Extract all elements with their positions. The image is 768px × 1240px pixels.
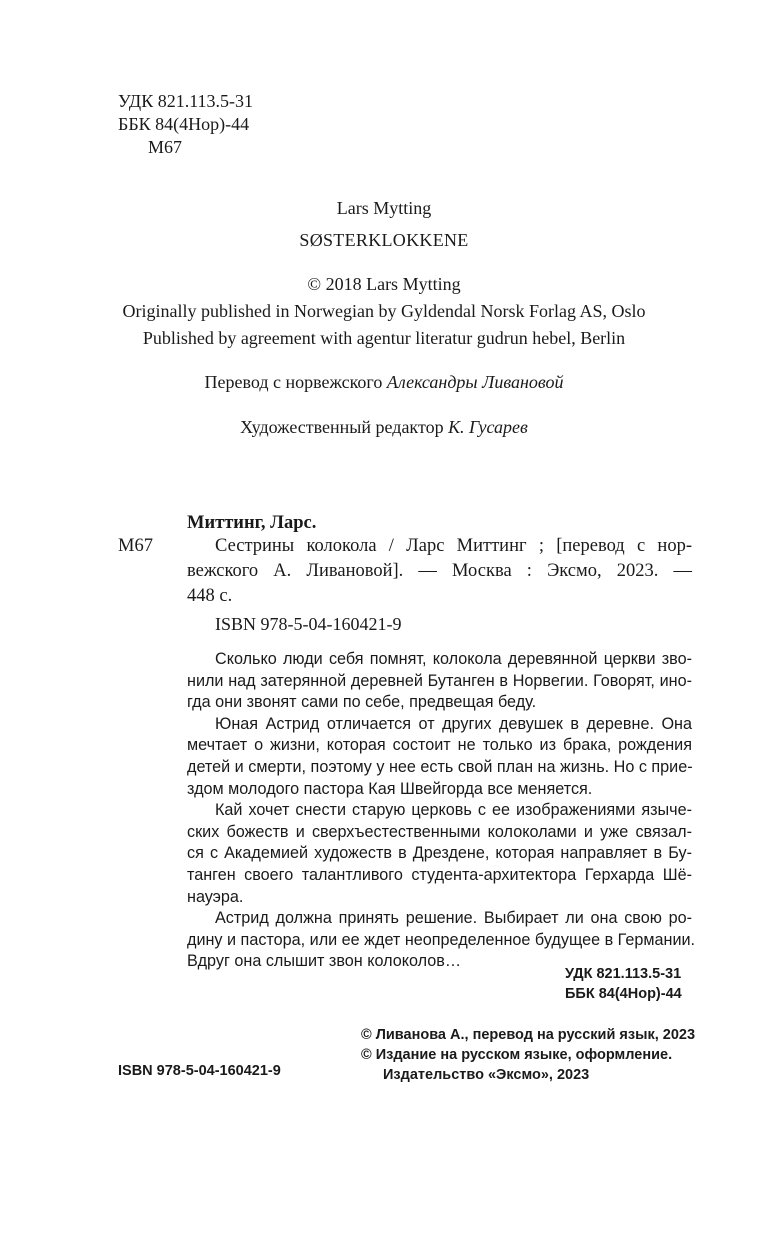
original-copyright: © 2018 Lars Mytting — [307, 274, 461, 294]
annotation-line: гда они звонят сами по себе, предвещая беду. — [187, 693, 537, 712]
annotation-line: танген своего талантливого студента-архитектора Герхарда Шё- — [187, 865, 692, 884]
bottom-codes — [565, 964, 682, 1004]
copyright-edition: © Издание на русском языке, оформление. — [361, 1047, 673, 1063]
annotation — [187, 649, 696, 973]
bottom-isbn: ISBN 978-5-04-160421-9 — [118, 1063, 281, 1079]
catalog-line: вежского А. Ливановой]. — Москва : Эксмо, 2023. — — [187, 561, 692, 581]
annotation-line: дину и пастора, или ее ждет неопределенное будущее в Германии. — [187, 930, 696, 949]
bottom-udk: УДК 821.113.5-31 — [565, 966, 682, 982]
catalog-description — [187, 534, 692, 609]
art-editor-prefix: Художественный редактор — [240, 417, 449, 437]
original-publisher-note: Originally published in Norwegian by Gyldendal Norsk Forlag AS, Oslo — [122, 301, 646, 321]
agreement-note: Published by agreement with agentur literatur gudrun hebel, Berlin — [142, 328, 626, 348]
annotation-line: Кай хочет снести старую церковь с ее изображениями языче- — [215, 801, 692, 820]
annotation-line: здом молодого пастора Кая Швейгорда все меняется. — [187, 779, 593, 798]
publisher-copyright: Издательство «Эксмо», 2023 — [383, 1067, 590, 1083]
catalog-isbn: ISBN 978-5-04-160421-9 — [215, 614, 402, 634]
author-sign: М67 — [148, 137, 183, 157]
translation-prefix: Перевод с норвежского — [204, 372, 387, 392]
catalog-line: Сестрины колокола / Ларс Миттинг ; [перевод с нор- — [215, 536, 692, 556]
copyright-block — [361, 1025, 695, 1085]
bbk-code: ББК 84(4Нор)-44 — [118, 114, 250, 134]
bottom-bbk: ББК 84(4Нор)-44 — [565, 986, 682, 1002]
catalog-author: Миттинг, Ларс. — [187, 513, 317, 533]
catalog-line: 448 с. — [187, 586, 233, 606]
catalog-sign: М67 — [118, 536, 153, 556]
annotation-line: Вдруг она слышит звон колоколов… — [187, 952, 462, 971]
annotation-line: мечтает о жизни, которая состоит не только из брака, рождения — [187, 736, 692, 755]
annotation-line: детей и смерти, поэтому у нее есть свой план на жизнь. Но с прие- — [187, 757, 693, 776]
art-editor-credit — [0, 415, 768, 439]
annotation-line: Астрид должна принять решение. Выбирает ли она свою ро- — [215, 909, 692, 928]
translator-name: Александры Ливановой — [386, 372, 564, 392]
annotation-line: Сколько люди себя помнят, колокола деревянной церкви зво- — [215, 650, 692, 668]
annotation-line: нили над затерянной деревней Бутанген в Норвегии. Говорят, ино- — [187, 671, 692, 690]
annotation-line: Юная Астрид отличается от других девушек в деревне. Она — [215, 714, 692, 733]
udk-code: УДК 821.113.5-31 — [118, 91, 254, 111]
art-editor-name: К. Гусарев — [448, 417, 528, 437]
annotation-line: науэра. — [187, 887, 244, 906]
original-author: Lars Mytting — [336, 198, 432, 218]
annotation-line: ских божеств и сверхъестественными колоколами и уже связал- — [187, 822, 692, 841]
copyright-translation: © Ливанова А., перевод на русский язык, 2023 — [361, 1027, 696, 1043]
annotation-line: ся с Академией художеств в Дрездене, которая направляет в Бу- — [187, 844, 692, 863]
original-title: SØSTERKLOKKENE — [299, 230, 469, 250]
translation-credit — [0, 370, 768, 394]
